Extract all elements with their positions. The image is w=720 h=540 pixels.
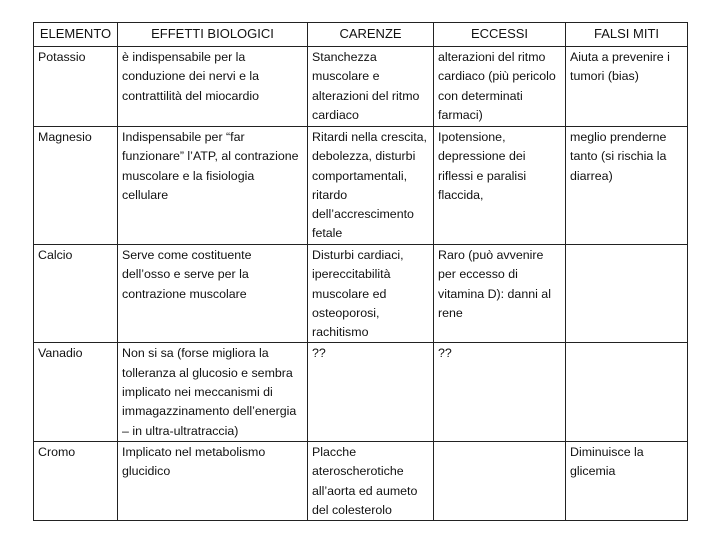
cell-carenze: ?? bbox=[308, 343, 434, 441]
cell-eccessi bbox=[434, 441, 566, 520]
cell-falsi-miti: meglio prenderne tanto (si rischia la diarrea) bbox=[566, 127, 688, 245]
cell-effetti: Non si sa (forse migliora la tolleranza al glucosio e sembra implicato nei meccanismi di immagazzinamento dell’energia – in ultra-ultratraccia) bbox=[118, 343, 308, 441]
cell-effetti: Indispensabile per “far funzionare” l’ATP, al contrazione muscolare e la fisiologia cellulare bbox=[118, 127, 308, 245]
header-row bbox=[34, 23, 688, 47]
cell-eccessi: Ipotensione, depressione dei riflessi e paralisi flaccida, bbox=[434, 127, 566, 245]
cell-falsi-miti: Diminuisce la glicemia bbox=[566, 441, 688, 520]
cell-elemento: Magnesio bbox=[34, 127, 118, 245]
header-carenze: CARENZE bbox=[308, 23, 434, 47]
header-falsi-miti: FALSI MITI bbox=[566, 23, 688, 47]
cell-carenze: Ritardi nella crescita, debolezza, disturbi comportamentali, ritardo dell’accrescimento fetale bbox=[308, 127, 434, 245]
cell-eccessi: ?? bbox=[434, 343, 566, 441]
table-row bbox=[34, 127, 688, 245]
cell-carenze: Disturbi cardiaci, ipereccitabilità muscolare ed osteoporosi, rachitismo bbox=[308, 245, 434, 343]
cell-elemento: Calcio bbox=[34, 245, 118, 343]
cell-effetti: è indispensabile per la conduzione dei nervi e la contrattilità del miocardio bbox=[118, 47, 308, 127]
header-elemento: ELEMENTO bbox=[34, 23, 118, 47]
table-row bbox=[34, 441, 688, 520]
cell-eccessi: Raro (può avvenire per eccesso di vitamina D): danni al rene bbox=[434, 245, 566, 343]
minerals-table bbox=[33, 22, 688, 521]
header-eccessi: ECCESSI bbox=[434, 23, 566, 47]
cell-falsi-miti bbox=[566, 343, 688, 441]
cell-falsi-miti bbox=[566, 245, 688, 343]
cell-carenze: Stanchezza muscolare e alterazioni del ritmo cardiaco bbox=[308, 47, 434, 127]
table-row bbox=[34, 343, 688, 441]
header-effetti-biologici: EFFETTI BIOLOGICI bbox=[118, 23, 308, 47]
table-row bbox=[34, 245, 688, 343]
table-row bbox=[34, 47, 688, 127]
cell-carenze: Placche ateroscherotiche all’aorta ed aumeto del colesterolo bbox=[308, 441, 434, 520]
cell-effetti: Serve come costituente dell’osso e serve per la contrazione muscolare bbox=[118, 245, 308, 343]
cell-elemento: Potassio bbox=[34, 47, 118, 127]
cell-elemento: Cromo bbox=[34, 441, 118, 520]
cell-effetti: Implicato nel metabolismo glucidico bbox=[118, 441, 308, 520]
cell-eccessi: alterazioni del ritmo cardiaco (più pericolo con determinati farmaci) bbox=[434, 47, 566, 127]
cell-falsi-miti: Aiuta a prevenire i tumori (bias) bbox=[566, 47, 688, 127]
cell-elemento: Vanadio bbox=[34, 343, 118, 441]
